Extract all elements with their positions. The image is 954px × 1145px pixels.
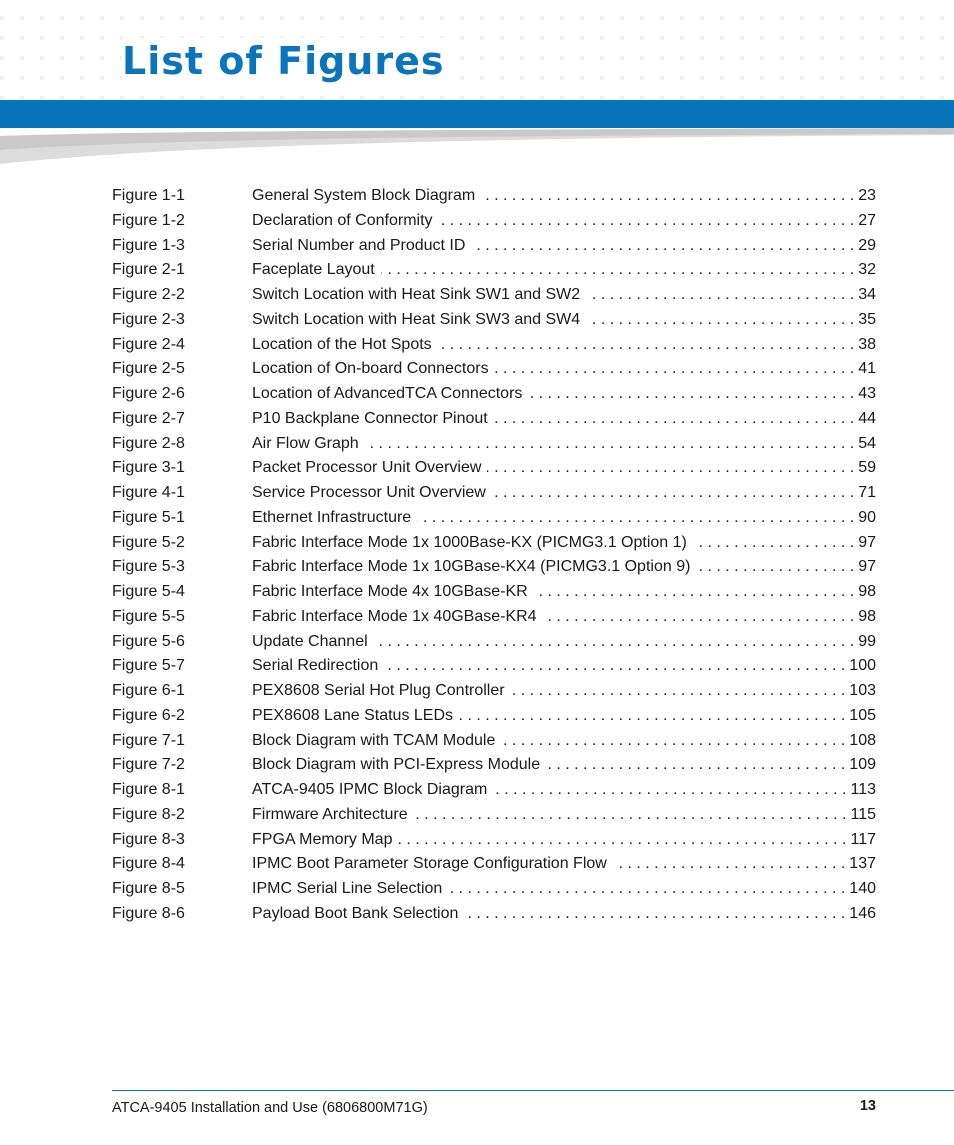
figure-page-number[interactable]: 35 — [858, 310, 876, 328]
figure-page-number[interactable]: 27 — [858, 211, 876, 229]
dot-leader — [493, 778, 846, 803]
figure-page-number[interactable]: 98 — [858, 583, 876, 600]
figure-number: Figure 8-3 — [112, 830, 185, 848]
figure-page-number[interactable]: 140 — [849, 880, 876, 897]
figure-entry[interactable] — [112, 283, 876, 308]
figure-entry[interactable] — [112, 605, 876, 630]
figure-title[interactable]: Payload Boot Bank Selection — [252, 904, 459, 922]
figure-page-number[interactable]: 113 — [850, 781, 876, 798]
figure-number: Figure 2-7 — [112, 409, 185, 427]
figure-entry[interactable] — [112, 729, 876, 754]
dot-leader — [448, 877, 845, 902]
figure-number: Figure 5-5 — [112, 607, 185, 625]
dot-leader — [543, 605, 855, 630]
figure-title[interactable]: Switch Location with Heat Sink SW3 and SW4 — [252, 310, 581, 328]
footer-document-title: ATCA-9405 Installation and Use (6806800M71G) — [112, 1100, 428, 1116]
dot-leader — [501, 729, 845, 754]
figure-page-number[interactable]: 99 — [858, 632, 876, 650]
figure-number: Figure 6-2 — [112, 706, 185, 724]
figure-page-number[interactable]: 71 — [858, 484, 876, 501]
figure-entry[interactable] — [112, 531, 876, 556]
figure-number: Figure 5-1 — [112, 508, 185, 526]
figure-entry[interactable] — [112, 234, 876, 259]
figure-title[interactable]: IPMC Serial Line Selection — [252, 880, 443, 897]
page-title: List of Figures — [122, 38, 451, 84]
figure-number: Figure 5-4 — [112, 583, 185, 600]
figure-page-number[interactable]: 59 — [858, 459, 876, 477]
figure-title[interactable]: Packet Processor Unit Overview — [252, 459, 482, 477]
dot-leader — [511, 679, 846, 704]
figure-number: Figure 1-3 — [112, 236, 185, 254]
dot-leader — [487, 456, 854, 481]
figure-entry[interactable] — [112, 778, 876, 803]
figure-title[interactable]: Block Diagram with TCAM Module — [252, 731, 496, 749]
figure-entry[interactable] — [112, 679, 876, 704]
figure-title[interactable]: P10 Backplane Connector Pinout — [252, 409, 488, 427]
figure-title[interactable]: Update Channel — [252, 632, 368, 650]
figure-number: Figure 6-1 — [112, 682, 185, 699]
figure-entry[interactable] — [112, 803, 876, 828]
figure-page-number[interactable]: 109 — [849, 756, 876, 774]
figure-page-number[interactable]: 108 — [849, 731, 876, 749]
dot-leader — [586, 308, 854, 333]
figure-page-number[interactable]: 97 — [858, 533, 876, 551]
figure-entry[interactable] — [112, 654, 876, 679]
dot-leader — [365, 432, 855, 457]
figure-entry[interactable] — [112, 852, 876, 877]
figure-number: Figure 7-2 — [112, 756, 185, 774]
dot-leader — [464, 902, 845, 927]
figure-entry[interactable] — [112, 753, 876, 778]
figure-entry[interactable] — [112, 382, 876, 407]
figure-title[interactable]: ATCA-9405 IPMC Block Diagram — [252, 781, 488, 798]
dot-leader — [374, 630, 855, 655]
figure-page-number[interactable]: 98 — [858, 607, 876, 625]
figure-number: Figure 8-4 — [112, 855, 185, 873]
figure-page-number[interactable]: 44 — [858, 409, 876, 427]
figure-title[interactable]: Fabric Interface Mode 1x 10GBase-KX4 (PICMG3.1 Option 9) — [252, 558, 691, 576]
figure-title[interactable]: Location of the Hot Spots — [252, 335, 432, 353]
figure-title[interactable]: General System Block Diagram — [252, 187, 476, 204]
dot-leader — [528, 382, 854, 407]
figure-page-number[interactable]: 54 — [858, 434, 876, 452]
figure-number: Figure 1-2 — [112, 211, 185, 229]
figure-title[interactable]: Air Flow Graph — [252, 434, 359, 452]
figure-entry[interactable] — [112, 877, 876, 902]
figure-entry[interactable] — [112, 357, 876, 382]
figure-number: Figure 2-5 — [112, 360, 185, 378]
figure-number: Figure 2-4 — [112, 335, 185, 353]
figure-title[interactable]: PEX8608 Serial Hot Plug Controller — [252, 682, 505, 699]
figure-page-number[interactable]: 103 — [849, 682, 876, 699]
figure-title[interactable]: Service Processor Unit Overview — [252, 484, 486, 501]
figure-page-number[interactable]: 137 — [849, 855, 876, 873]
header-blue-band — [0, 100, 954, 128]
figure-title[interactable]: PEX8608 Lane Status LEDs — [252, 706, 454, 724]
figure-number: Figure 5-7 — [112, 657, 185, 675]
figure-title[interactable]: Serial Number and Product ID — [252, 236, 466, 254]
figure-number: Figure 8-5 — [112, 880, 185, 897]
figure-entry[interactable] — [112, 630, 876, 655]
figure-title[interactable]: FPGA Memory Map — [252, 830, 393, 848]
dot-leader — [534, 580, 855, 605]
figure-list — [112, 184, 876, 927]
figure-number: Figure 2-2 — [112, 286, 185, 303]
dot-leader — [481, 184, 854, 209]
dot-leader — [417, 506, 854, 531]
figure-entry[interactable] — [112, 555, 876, 580]
figure-title[interactable]: Firmware Architecture — [252, 805, 408, 823]
figure-entry[interactable] — [112, 184, 876, 209]
dot-leader — [438, 333, 855, 358]
dot-leader — [492, 481, 854, 506]
figure-entry[interactable] — [112, 456, 876, 481]
figure-title[interactable]: Block Diagram with PCI-Express Module — [252, 756, 541, 774]
figure-number: Figure 1-1 — [112, 187, 185, 204]
figure-number: Figure 8-6 — [112, 904, 185, 922]
dot-leader — [384, 654, 845, 679]
figure-entry[interactable] — [112, 258, 876, 283]
footer-rule — [112, 1090, 954, 1091]
figure-entry[interactable] — [112, 481, 876, 506]
figure-number: Figure 8-1 — [112, 781, 185, 798]
figure-entry[interactable] — [112, 407, 876, 432]
figure-number: Figure 2-8 — [112, 434, 185, 452]
figure-number: Figure 7-1 — [112, 731, 185, 749]
figure-entry[interactable] — [112, 704, 876, 729]
figure-title[interactable]: Declaration of Conformity — [252, 211, 433, 229]
footer-page-number: 13 — [859, 1098, 876, 1114]
figure-number: Figure 3-1 — [112, 459, 185, 477]
dot-leader — [696, 555, 854, 580]
figure-entry[interactable] — [112, 580, 876, 605]
figure-number: Figure 2-3 — [112, 310, 185, 328]
figure-page-number[interactable]: 100 — [849, 657, 876, 675]
figure-page-number[interactable]: 23 — [858, 187, 876, 204]
figure-number: Figure 4-1 — [112, 484, 185, 501]
figure-title[interactable]: Location of On-board Connectors — [252, 360, 489, 378]
figure-number: Figure 5-6 — [112, 632, 185, 650]
figure-number: Figure 5-3 — [112, 558, 185, 576]
dot-leader — [439, 209, 855, 234]
figure-number: Figure 2-6 — [112, 385, 185, 402]
figure-entry[interactable] — [112, 308, 876, 333]
figure-page-number[interactable]: 34 — [858, 286, 876, 303]
dot-leader — [495, 357, 855, 382]
dot-leader — [471, 234, 854, 259]
figure-title[interactable]: Faceplate Layout — [252, 261, 375, 279]
dot-leader — [613, 852, 845, 877]
figure-page-number[interactable]: 115 — [850, 805, 876, 823]
dot-leader — [586, 283, 854, 308]
figure-page-number[interactable]: 97 — [858, 558, 876, 576]
figure-entry[interactable] — [112, 333, 876, 358]
figure-title[interactable]: Location of AdvancedTCA Connectors — [252, 385, 523, 402]
figure-number: Figure 2-1 — [112, 261, 185, 279]
figure-title[interactable]: Fabric Interface Mode 1x 1000Base-KX (PICMG3.1 Option 1) — [252, 533, 687, 551]
dot-leader — [494, 407, 854, 432]
figure-entry[interactable] — [112, 506, 876, 531]
figure-page-number[interactable]: 43 — [858, 385, 876, 402]
figure-entry[interactable] — [112, 828, 876, 853]
figure-title[interactable]: Fabric Interface Mode 4x 10GBase-KR — [252, 583, 528, 600]
figure-page-number[interactable]: 41 — [858, 360, 876, 378]
figure-page-number[interactable]: 105 — [849, 706, 876, 724]
figure-title[interactable]: Ethernet Infrastructure — [252, 508, 412, 526]
figure-page-number[interactable]: 117 — [850, 830, 876, 848]
dot-leader — [546, 753, 845, 778]
figure-title[interactable]: IPMC Boot Parameter Storage Configuration Flow — [252, 855, 607, 873]
dot-leader — [459, 704, 845, 729]
dot-leader — [693, 531, 854, 556]
figure-entry[interactable] — [112, 902, 876, 927]
dot-leader — [414, 803, 847, 828]
figure-number: Figure 8-2 — [112, 805, 185, 823]
figure-page-number[interactable]: 32 — [858, 261, 876, 279]
figure-title[interactable]: Switch Location with Heat Sink SW1 and SW2 — [252, 286, 581, 303]
figure-title[interactable]: Fabric Interface Mode 1x 40GBase-KR4 — [252, 607, 537, 625]
figure-entry[interactable] — [112, 209, 876, 234]
figure-page-number[interactable]: 38 — [858, 335, 876, 353]
figure-number: Figure 5-2 — [112, 533, 185, 551]
figure-title[interactable]: Serial Redirection — [252, 657, 379, 675]
dot-leader — [398, 828, 846, 853]
header-gray-swoosh — [0, 128, 954, 164]
figure-page-number[interactable]: 29 — [858, 236, 876, 254]
figure-entry[interactable] — [112, 432, 876, 457]
dot-leader — [381, 258, 854, 283]
figure-page-number[interactable]: 90 — [858, 508, 876, 526]
figure-page-number[interactable]: 146 — [849, 904, 876, 922]
